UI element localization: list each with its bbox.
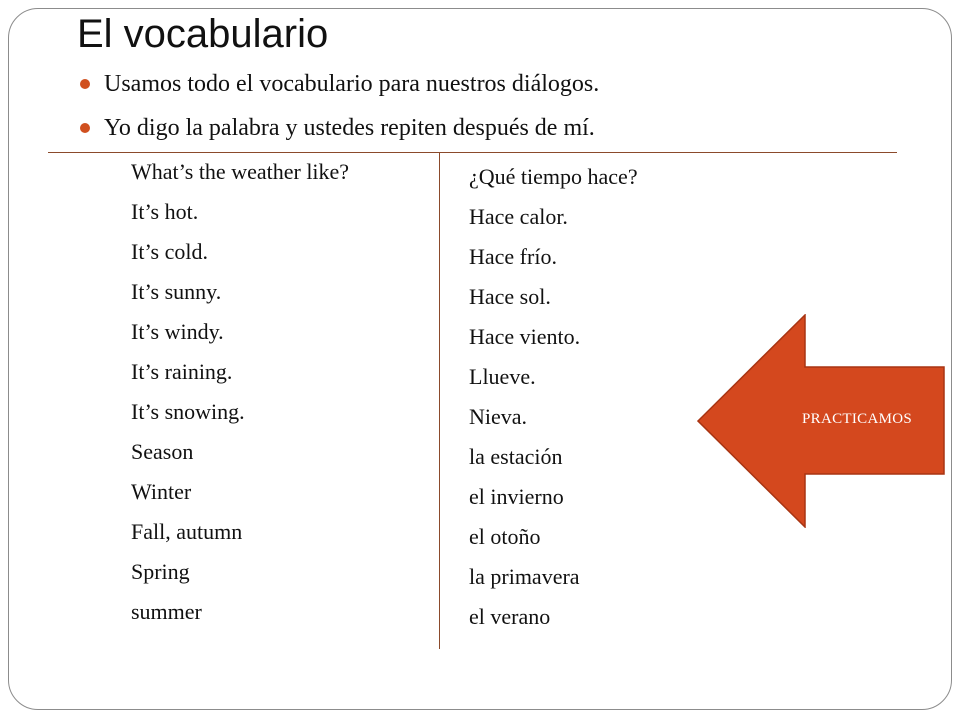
- spanish-term: Hace viento.: [469, 324, 581, 349]
- bullet-text: Yo digo la palabra y ustedes repiten después de mí.: [104, 115, 595, 141]
- spanish-term: la primavera: [469, 564, 580, 589]
- bullet-item: [78, 106, 599, 150]
- english-term: It’s windy.: [131, 319, 224, 344]
- english-term: summer: [131, 599, 202, 624]
- english-term: It’s sunny.: [131, 279, 222, 304]
- spanish-term: el otoño: [469, 524, 541, 549]
- bullet-item: [78, 62, 599, 106]
- slide-title: El vocabulario: [77, 12, 329, 56]
- spanish-term: la estación: [469, 444, 563, 469]
- spanish-term: el invierno: [469, 484, 564, 509]
- english-term: It’s raining.: [131, 359, 233, 384]
- bullet-dot-icon: [80, 123, 90, 133]
- bullet-list: [78, 62, 599, 150]
- english-term: Season: [131, 439, 194, 464]
- spanish-term: Hace calor.: [469, 204, 568, 229]
- spanish-term: Nieva.: [469, 404, 528, 429]
- practicamos-label: PRACTICAMOS: [802, 411, 912, 427]
- english-term: It’s hot.: [131, 199, 199, 224]
- spanish-term: el verano: [469, 604, 551, 629]
- spanish-column: [469, 157, 638, 637]
- spanish-term: Hace sol.: [469, 284, 551, 309]
- spanish-term: Llueve.: [469, 364, 536, 389]
- spanish-term: Hace frío.: [469, 244, 557, 269]
- practicamos-arrow-button[interactable]: [697, 314, 945, 528]
- spanish-term: ¿Qué tiempo hace?: [469, 164, 638, 189]
- english-term: It’s cold.: [131, 239, 208, 264]
- table-vertical-divider: [439, 153, 440, 649]
- english-term: It’s snowing.: [131, 399, 245, 424]
- english-term: What’s the weather like?: [131, 159, 350, 184]
- english-term: Spring: [131, 559, 190, 584]
- english-term: Fall, autumn: [131, 519, 243, 544]
- bullet-dot-icon: [80, 79, 90, 89]
- bullet-text: Usamos todo el vocabulario para nuestros diálogos.: [104, 71, 600, 97]
- english-term: Winter: [131, 479, 192, 504]
- english-column: [131, 152, 349, 632]
